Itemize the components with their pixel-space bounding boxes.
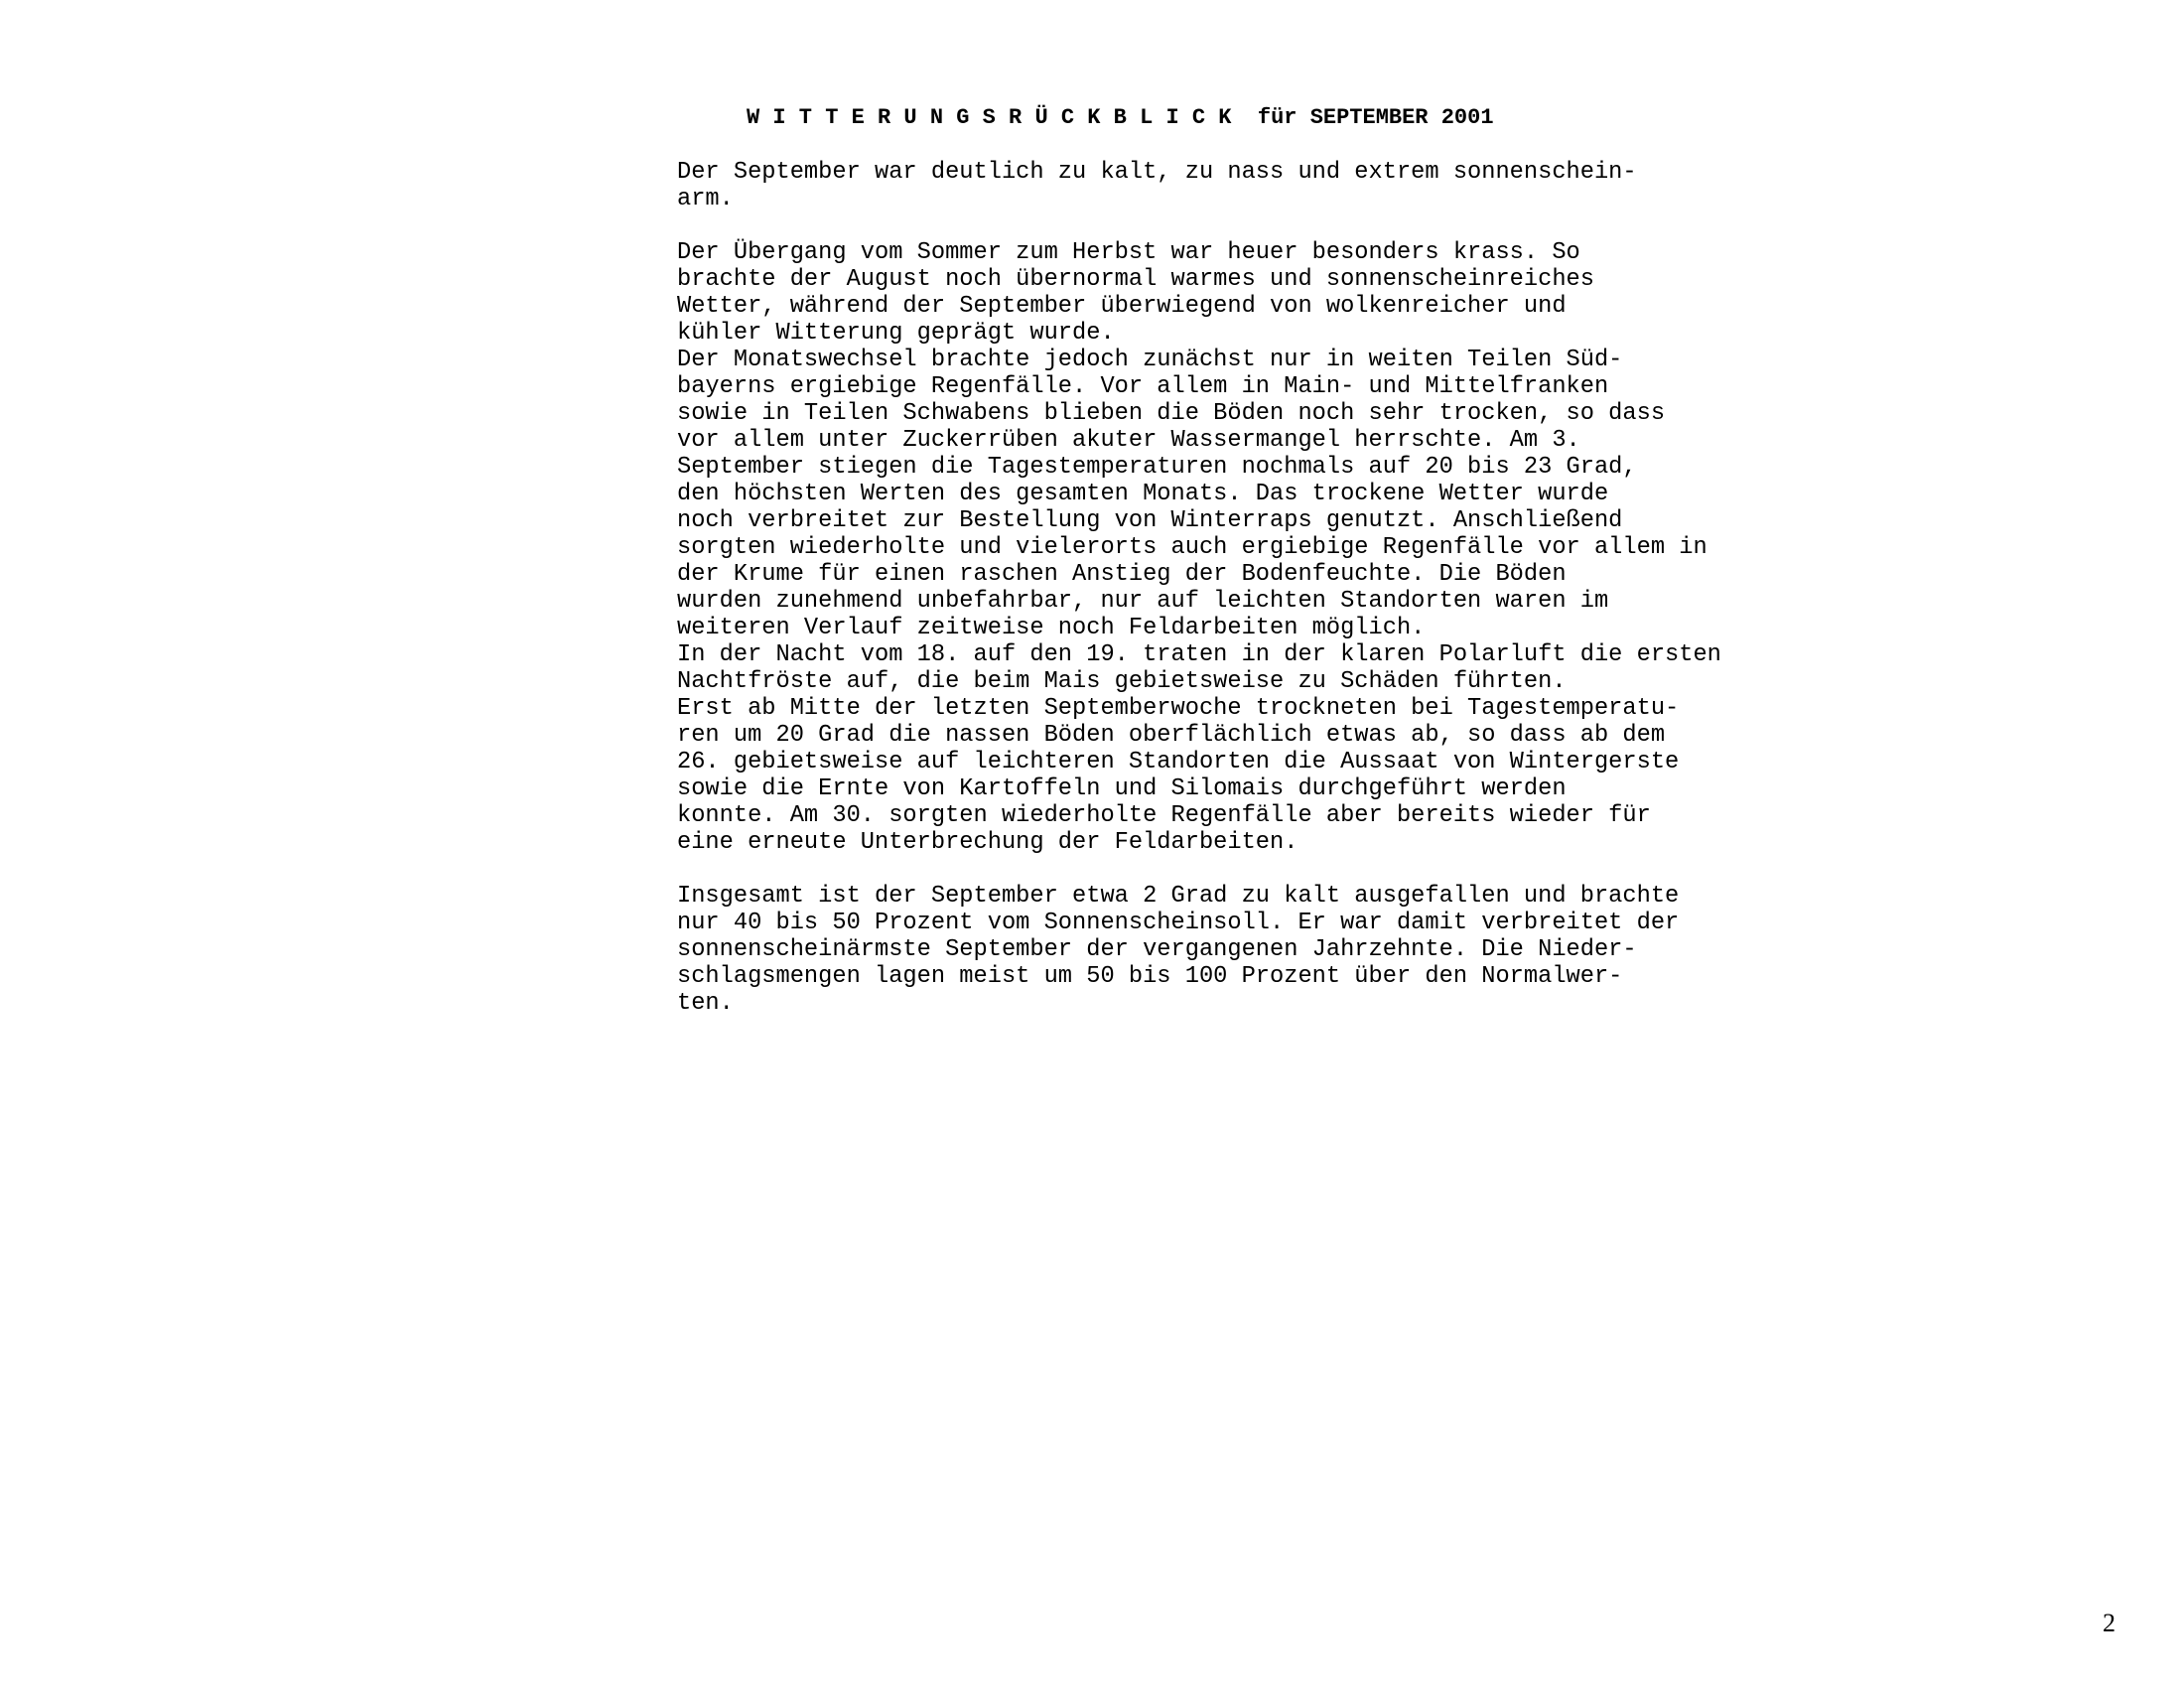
document-body (677, 159, 1721, 1044)
text-line: noch verbreitet zur Bestellung von Winterraps genutzt. Anschließend (677, 507, 1623, 534)
text-line: arm. (677, 186, 734, 212)
text-line: ren um 20 Grad die nassen Böden oberflächlich etwas ab, so dass ab dem (677, 722, 1666, 749)
text-line: der Krume für einen raschen Anstieg der Bodenfeuchte. Die Böden (677, 561, 1567, 588)
text-line: sorgten wiederholte und vielerorts auch ergiebige Regenfälle vor allem in (677, 534, 1707, 561)
text-line: sowie die Ernte von Kartoffeln und Silomais durchgeführt werden (677, 775, 1567, 802)
text-line: 26. gebietsweise auf leichteren Standorten die Aussaat von Wintergerste (677, 749, 1680, 775)
paragraph-summary (677, 159, 1721, 212)
text-line: nur 40 bis 50 Prozent vom Sonnenscheinsoll. Er war damit verbreitet der (677, 910, 1680, 936)
text-line: brachte der August noch übernormal warmes und sonnenscheinreiches (677, 266, 1594, 293)
page-number: 2 (2103, 1609, 2116, 1637)
text-line: Der September war deutlich zu kalt, zu nass und extrem sonnenschein- (677, 159, 1637, 186)
text-line: ten. (677, 990, 734, 1017)
text-line: wurden zunehmend unbefahrbar, nur auf leichten Standorten waren im (677, 588, 1609, 615)
text-line: Der Monatswechsel brachte jedoch zunächst nur in weiten Teilen Süd- (677, 347, 1623, 373)
document-title: W I T T E R U N G S R Ü C K B L I C K für SEPTEMBER 2001 (747, 105, 1494, 130)
text-line: bayerns ergiebige Regenfälle. Vor allem in Main- und Mittelfranken (677, 373, 1609, 400)
text-line: kühler Witterung geprägt wurde. (677, 320, 1115, 347)
text-line: eine erneute Unterbrechung der Feldarbeiten. (677, 829, 1298, 856)
text-line: Wetter, während der September überwiegend von wolkenreicher und (677, 293, 1567, 320)
text-line: Der Übergang vom Sommer zum Herbst war heuer besonders krass. So (677, 239, 1580, 266)
text-line: September stiegen die Tagestemperaturen nochmals auf 20 bis 23 Grad, (677, 454, 1637, 481)
paragraph-weather-course (677, 239, 1721, 856)
text-line: In der Nacht vom 18. auf den 19. traten in der klaren Polarluft die ersten (677, 641, 1721, 668)
text-line: den höchsten Werten des gesamten Monats. Das trockene Wetter wurde (677, 481, 1609, 507)
text-line: weiteren Verlauf zeitweise noch Feldarbeiten möglich. (677, 615, 1426, 641)
text-line: Nachtfröste auf, die beim Mais gebietsweise zu Schäden führten. (677, 668, 1567, 695)
text-line: Erst ab Mitte der letzten Septemberwoche trockneten bei Tagestemperatu- (677, 695, 1680, 722)
text-line: sowie in Teilen Schwabens blieben die Böden noch sehr trocken, so dass (677, 400, 1666, 427)
text-line: sonnenscheinärmste September der vergangenen Jahrzehnte. Die Nieder- (677, 936, 1637, 963)
text-line: konnte. Am 30. sorgten wiederholte Regenfälle aber bereits wieder für (677, 802, 1651, 829)
paragraph-conclusion (677, 883, 1721, 1017)
text-line: Insgesamt ist der September etwa 2 Grad zu kalt ausgefallen und brachte (677, 883, 1680, 910)
text-line: vor allem unter Zuckerrüben akuter Wassermangel herrschte. Am 3. (677, 427, 1580, 454)
text-line: schlagsmengen lagen meist um 50 bis 100 Prozent über den Normalwer- (677, 963, 1623, 990)
